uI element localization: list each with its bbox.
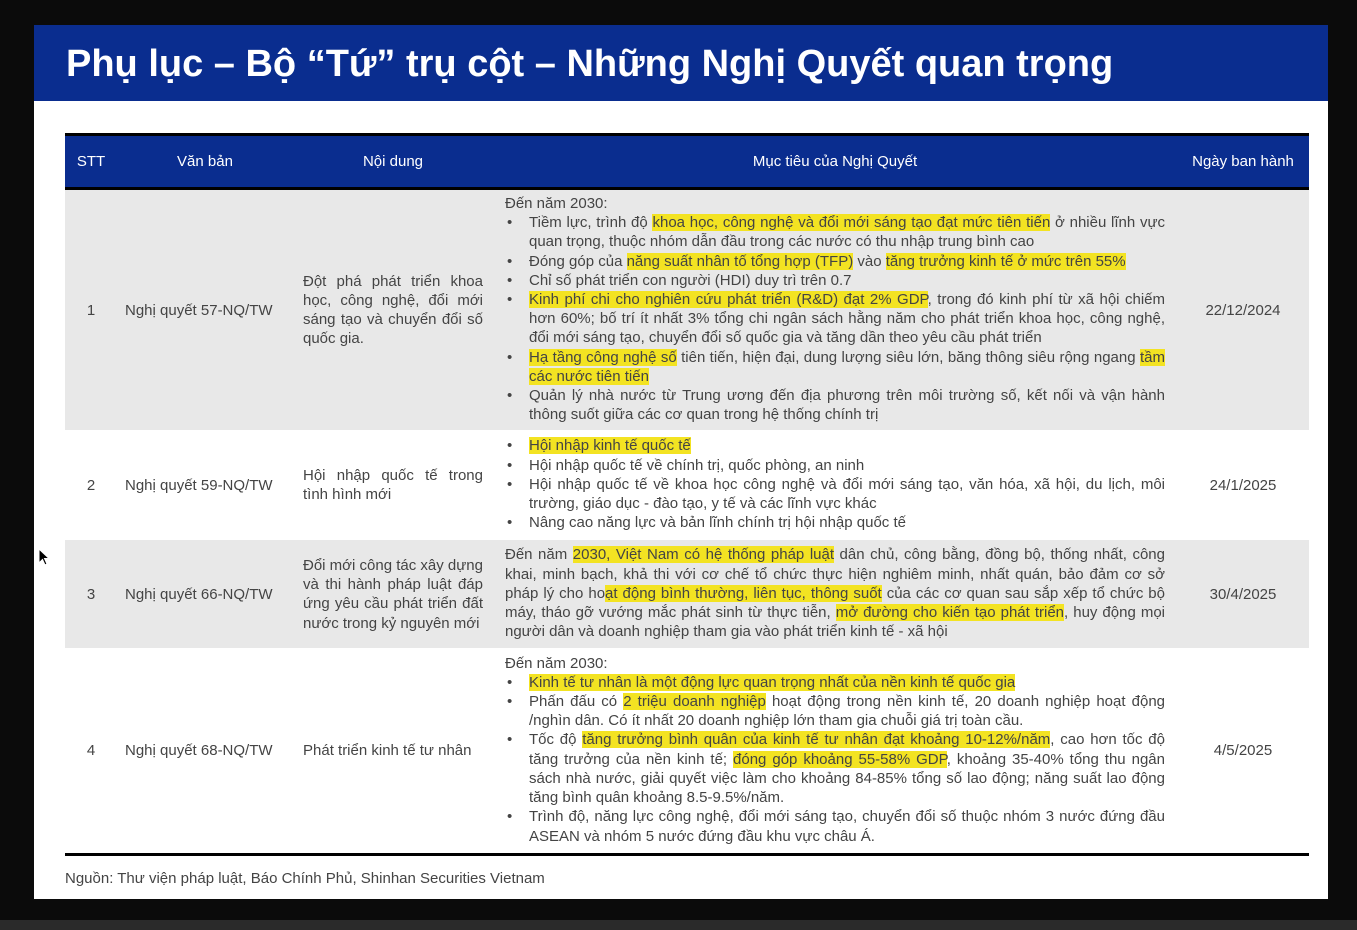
row-goals	[493, 189, 1177, 431]
highlighted-text: Hạ tầng công nghệ số	[529, 348, 677, 366]
list-item	[505, 213, 1165, 251]
list-item	[505, 348, 1165, 386]
highlighted-text: ạt động bình thường, liên tục, thông suốt	[605, 584, 882, 602]
header-content: Nội dung	[293, 135, 493, 189]
row-stt: 4	[65, 648, 117, 854]
text-segment: hoạt động trong nền kinh tế, 20 doanh nghiệp hoạt động /nghìn dân. Có ít nhất 20 doanh nghiệp lớn tham gia chuỗi giá trị toàn cầu.	[529, 693, 1166, 730]
text-segment: , huy động mọi người dân và doanh nghiệp tham gia vào phát triển kinh tế - xã hội	[505, 604, 1165, 641]
row-content: Phát triển kinh tế tư nhân	[293, 648, 493, 854]
list-item	[505, 386, 1165, 424]
row-date: 4/5/2025	[1177, 648, 1309, 854]
table-header-row	[65, 135, 1309, 189]
slide-title: Phụ lục – Bộ “Tứ” trụ cột – Những Nghị Quyết quan trọng	[66, 43, 1114, 85]
highlighted-text: năng suất nhân tố tổng hợp (TFP)	[626, 252, 854, 270]
highlighted-text: tăng trưởng bình quân của kinh tế tư nhân đạt khoảng 10-12%/năm	[582, 731, 1051, 749]
row-stt: 2	[86, 476, 96, 494]
window-bottom-bar	[0, 920, 1357, 930]
goals-list	[505, 213, 1165, 424]
table-row	[65, 189, 1309, 431]
text-segment: dân chủ, công bằng, đồng bộ, thống nhất, công khai, minh bạch, khả thi với cơ chế tổ chức thực hiện nghiêm minh, nhất quán, bảo đảm cơ sở pháp lý cho ho	[505, 546, 1165, 602]
list-item	[505, 730, 1165, 807]
resolutions-table-wrap	[65, 133, 1309, 856]
highlighted-text: mở đường cho kiến tạo phát triển	[835, 604, 1065, 622]
text-segment: của các cơ quan sau sắp xếp tổ chức bộ máy, tháo gỡ vướng mắc phát sinh từ thực tiễn,	[505, 584, 1165, 622]
goals-list	[505, 436, 1165, 532]
row-goals	[493, 430, 1177, 540]
list-item	[505, 456, 1165, 475]
list-item	[505, 436, 1165, 455]
list-item	[505, 513, 1165, 532]
row-stt: 3	[86, 585, 96, 603]
goals-list	[505, 673, 1165, 846]
text-segment: vào	[853, 252, 886, 270]
row-content: Đổi mới công tác xây dựng và thi hành pháp luật đáp ứng yêu cầu phát triển đất nước trong kỷ nguyên mới	[303, 557, 483, 632]
list-item	[505, 271, 1165, 290]
highlighted-text: khoa học, công nghệ và đổi mới sáng tạo đạt mức tiên tiến	[652, 214, 1051, 232]
header-date: Ngày ban hành	[1177, 135, 1309, 189]
text-segment: Tốc độ	[529, 731, 583, 749]
text-segment: Nâng cao năng lực và bản lĩnh chính trị hội nhập quốc tế	[529, 514, 906, 532]
text-segment: Phấn đấu có	[529, 693, 624, 711]
text-segment: Quản lý nhà nước từ Trung ương đến địa phương trên môi trường số, kết nối và vận hành thông suốt giữa các cơ quan trong hệ thống chính trị	[529, 387, 1165, 424]
header-stt: STT	[65, 135, 117, 189]
row-content: Hội nhập quốc tế trong tình hình mới	[303, 467, 483, 504]
header-goals: Mục tiêu của Nghị Quyết	[493, 135, 1177, 189]
text-segment: ở nhiều lĩnh vực quan trọng, thuộc nhóm dẫn đầu trong các nước có thu nhập trung bình cao	[529, 214, 1166, 251]
row-date: 24/1/2025	[1209, 476, 1277, 494]
row-date: 22/12/2024	[1205, 301, 1281, 319]
goal-paragraph	[505, 545, 1165, 641]
table-row	[65, 648, 1309, 854]
slide	[34, 25, 1328, 899]
text-segment: Đến năm	[505, 546, 573, 564]
highlighted-text: 2 triệu doanh nghiệp	[623, 693, 766, 711]
row-goals	[493, 648, 1177, 854]
source-note: Nguồn: Thư viện pháp luật, Báo Chính Phủ, Shinhan Securities Vietnam	[65, 870, 545, 887]
row-document: Nghị quyết 57-NQ/TW	[125, 301, 273, 319]
row-goals	[493, 540, 1177, 648]
text-segment: , khoảng 35-40% tổng thu ngân sách nhà nước, giải quyết việc làm cho khoảng 84-85% tổng số lao động; năng suất lao động tăng bình quân khoảng 8.5-9.5%/năm.	[529, 750, 1165, 807]
list-item	[505, 807, 1165, 845]
text-segment: , trong đó kinh phí từ xã hội chiếm hơn 60%; bố trí ít nhất 3% tổng chi ngân sách hằng năm cho phát triển khoa học, công nghệ, đổi mới sáng tạo, chuyển đổi số quốc gia và tăng dần theo yêu cầu phát triển	[529, 291, 1165, 347]
highlighted-text: Kinh phí chi cho nghiên cứu phát triển (R&D) đạt 2% GDP	[529, 291, 928, 309]
mouse-pointer-icon	[38, 548, 50, 566]
text-segment: Tiềm lực, trình độ	[529, 214, 653, 232]
list-item	[505, 252, 1165, 271]
resolutions-table	[65, 133, 1309, 856]
highlighted-text: tăng trưởng kinh tế ở mức trên 55%	[885, 252, 1126, 270]
highlighted-text: Hội nhập kinh tế quốc tế	[529, 437, 691, 455]
row-date: 30/4/2025	[1209, 585, 1277, 603]
table-row	[65, 540, 1309, 648]
table-row	[65, 430, 1309, 540]
row-document: Nghị quyết 59-NQ/TW	[125, 476, 273, 494]
text-segment: tiên tiến, hiện đại, dung lượng siêu lớn, băng thông siêu rộng ngang	[676, 348, 1140, 366]
text-segment: Hội nhập quốc tế về khoa học công nghệ và đổi mới sáng tạo, văn hóa, xã hội, du lịch, môi trường, giáo dục - đào tạo, y tế và các lĩnh vực khác	[529, 475, 1165, 513]
text-segment: Đóng góp của	[529, 252, 627, 270]
row-stt: 1	[86, 301, 96, 319]
header-document: Văn bản	[117, 135, 293, 189]
highlighted-text: tầm các nước tiên tiến	[529, 348, 1165, 385]
text-segment: , cao hơn tốc độ tăng trưởng của nền kinh tế;	[529, 731, 1165, 768]
row-document: Nghị quyết 66-NQ/TW	[125, 585, 273, 603]
list-item	[505, 692, 1165, 730]
text-segment: Chỉ số phát triển con người (HDI) duy trì trên 0.7	[529, 271, 852, 289]
highlighted-text: đóng góp khoảng 55-58% GDP	[733, 750, 947, 768]
text-segment: Hội nhập quốc tế về chính trị, quốc phòng, an ninh	[529, 456, 865, 474]
highlighted-text: Kinh tế tư nhân là một động lực quan trọng nhất của nền kinh tế quốc gia	[529, 673, 1016, 691]
goals-intro: Đến năm 2030:	[505, 195, 608, 212]
row-document: Nghị quyết 68-NQ/TW	[117, 648, 293, 854]
highlighted-text: 2030, Việt Nam có hệ thống pháp luật	[572, 546, 835, 564]
row-content: Đột phá phát triển khoa học, công nghệ, đổi mới sáng tạo và chuyển đổi số quốc gia.	[303, 272, 483, 348]
list-item	[505, 475, 1165, 513]
list-item	[505, 673, 1165, 692]
list-item	[505, 290, 1165, 348]
title-bar	[34, 25, 1328, 101]
goals-intro: Đến năm 2030:	[505, 654, 608, 672]
text-segment: Trình độ, năng lực công nghệ, đổi mới sáng tạo, chuyển đổi số thuộc nhóm 3 nước đứng đầu ASEAN và nhóm 5 nước đứng đầu khu vực châu Á.	[529, 808, 1165, 845]
